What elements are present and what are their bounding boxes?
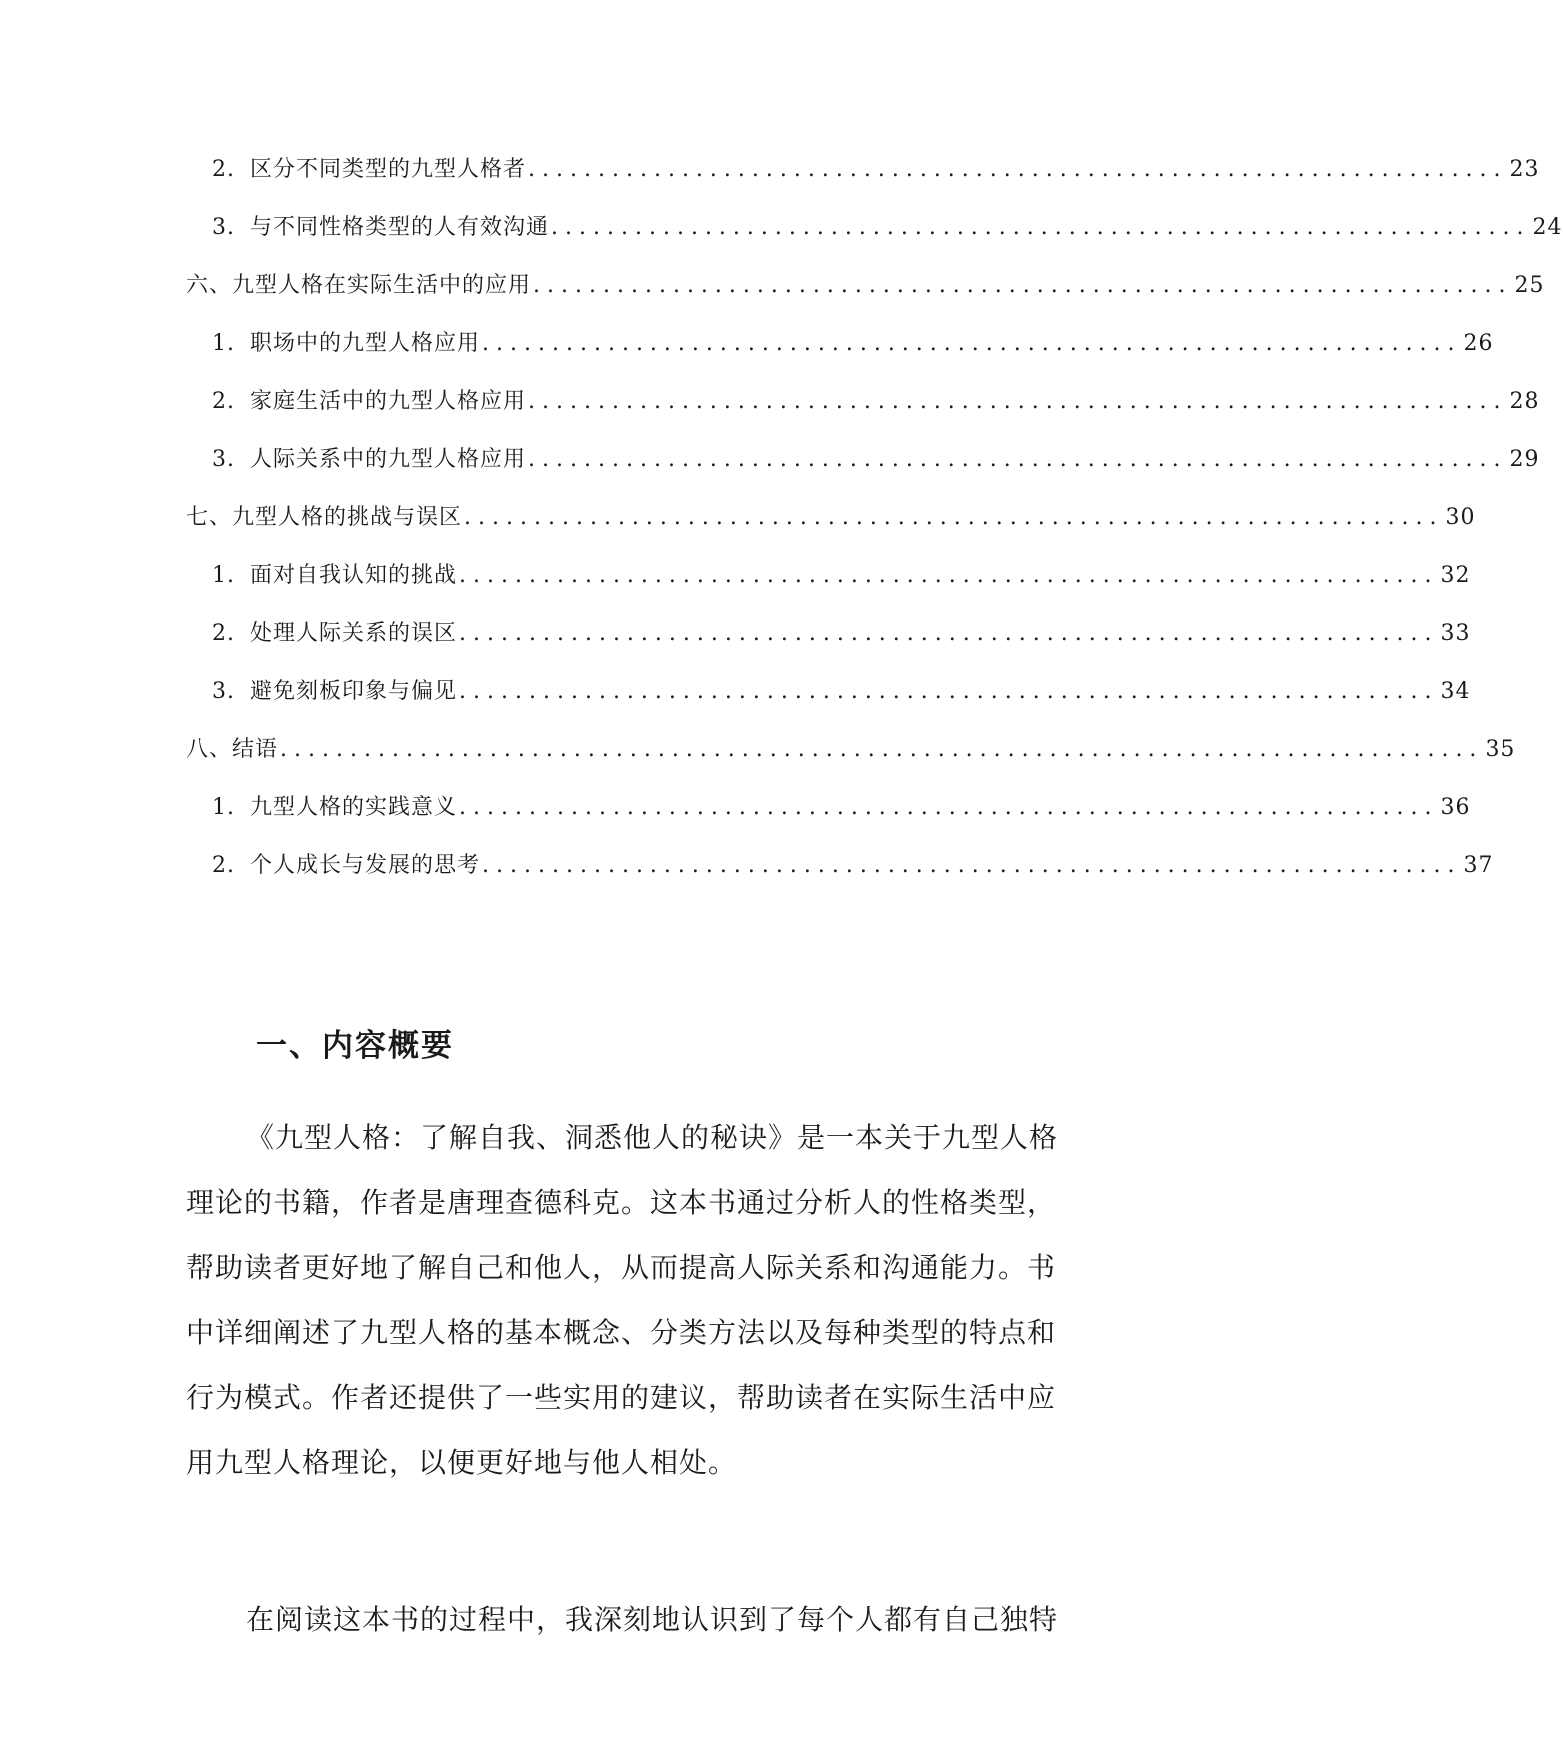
- toc-leader-dots: ......................................................................: [459, 795, 1439, 820]
- toc-entry[interactable]: [186, 498, 1476, 538]
- toc-entry-title: 六、九型人格在实际生活中的应用: [186, 273, 532, 298]
- toc-leader-dots: ......................................................................: [482, 853, 1462, 878]
- toc-entry-title: 七、九型人格的挑战与误区: [186, 505, 463, 530]
- toc-leader-dots: ......................................................................: [528, 389, 1508, 414]
- toc-entry[interactable]: [212, 614, 1471, 654]
- toc-entry-number: 3.: [212, 447, 235, 472]
- toc-entry-number: 2.: [212, 853, 235, 878]
- toc-leader-dots: ......................................................................................: [280, 737, 1484, 762]
- toc-entry-page: 29: [1509, 447, 1540, 472]
- toc-entry-title: 个人成长与发展的思考: [250, 853, 481, 878]
- toc-entry-page: 36: [1440, 795, 1471, 820]
- toc-entry-title: 人际关系中的九型人格应用: [250, 447, 527, 472]
- toc-entry-number: 3.: [212, 679, 235, 704]
- toc-entry-title: 九型人格的实践意义: [250, 795, 458, 820]
- toc-entry-page: 35: [1485, 737, 1516, 762]
- toc-entry[interactable]: [212, 440, 1540, 480]
- toc-entry-title: 与不同性格类型的人有效沟通: [250, 215, 550, 240]
- toc-entry[interactable]: [186, 730, 1516, 770]
- toc-entry-title: 职场中的九型人格应用: [250, 331, 481, 356]
- toc-entry-number: 2.: [212, 621, 235, 646]
- toc-entry-page: 26: [1463, 331, 1494, 356]
- toc-entry-page: 34: [1440, 679, 1471, 704]
- toc-entry-title: 家庭生活中的九型人格应用: [250, 389, 527, 414]
- toc-entry[interactable]: [212, 150, 1540, 190]
- toc-entry-number: 3.: [212, 215, 235, 240]
- toc-entry-page: 23: [1509, 157, 1540, 182]
- toc-entry-title: 八、结语: [186, 737, 279, 762]
- toc-entry[interactable]: [212, 208, 1563, 248]
- toc-entry-page: 28: [1509, 389, 1540, 414]
- toc-entry-number: 2.: [212, 157, 235, 182]
- toc-entry-number: 1.: [212, 331, 235, 356]
- toc-entry[interactable]: [212, 324, 1494, 364]
- toc-entry-page: 37: [1463, 853, 1494, 878]
- toc-leader-dots: ......................................................................: [533, 273, 1513, 298]
- toc-entry-page: 24: [1532, 215, 1563, 240]
- toc-entry[interactable]: [212, 788, 1471, 828]
- toc-entry-page: 32: [1440, 563, 1471, 588]
- toc-entry-title: 面对自我认知的挑战: [250, 563, 458, 588]
- toc-entry[interactable]: [212, 672, 1471, 712]
- body-paragraph: 《九型人格：了解自我、洞悉他人的秘诀》是一本关于九型人格理论的书籍，作者是唐理查德科克。这本书通过分析人的性格类型，帮助读者更好地了解自己和他人，从而提高人际关系和沟通能力。书中详细阐述了九型人格的基本概念、分类方法以及每种类型的特点和行为模式。作者还提供了一些实用的建议，帮助读者在实际生活中应用九型人格理论，以便更好地与他人相处。: [186, 1121, 1059, 1479]
- toc-leader-dots: ......................................................................: [528, 157, 1508, 182]
- toc-entry-page: 33: [1440, 621, 1471, 646]
- toc-leader-dots: ......................................................................: [528, 447, 1508, 472]
- toc-entry-page: 30: [1445, 505, 1476, 530]
- toc-leader-dots: ......................................................................: [464, 505, 1444, 530]
- toc-entry[interactable]: [212, 556, 1471, 596]
- toc-entry-page: 25: [1514, 273, 1545, 298]
- toc-entry-number: 1.: [212, 795, 235, 820]
- toc-entry[interactable]: [186, 266, 1545, 306]
- toc-leader-dots: ......................................................................: [551, 215, 1531, 240]
- toc-entry[interactable]: [212, 846, 1494, 886]
- toc-entry[interactable]: [212, 382, 1540, 422]
- toc-leader-dots: ......................................................................: [459, 563, 1439, 588]
- toc-entry-title: 处理人际关系的误区: [250, 621, 458, 646]
- toc-entry-title: 区分不同类型的九型人格者: [250, 157, 527, 182]
- toc-leader-dots: ......................................................................: [459, 621, 1439, 646]
- body-paragraph: 在阅读这本书的过程中，我深刻地认识到了每个人都有自己独特: [246, 1603, 1059, 1636]
- toc-entry-number: 1.: [212, 563, 235, 588]
- toc-leader-dots: ......................................................................: [459, 679, 1439, 704]
- toc-leader-dots: ......................................................................: [482, 331, 1462, 356]
- section-heading: 一、内容概要: [256, 1028, 454, 1064]
- toc-entry-number: 2.: [212, 389, 235, 414]
- toc-entry-title: 避免刻板印象与偏见: [250, 679, 458, 704]
